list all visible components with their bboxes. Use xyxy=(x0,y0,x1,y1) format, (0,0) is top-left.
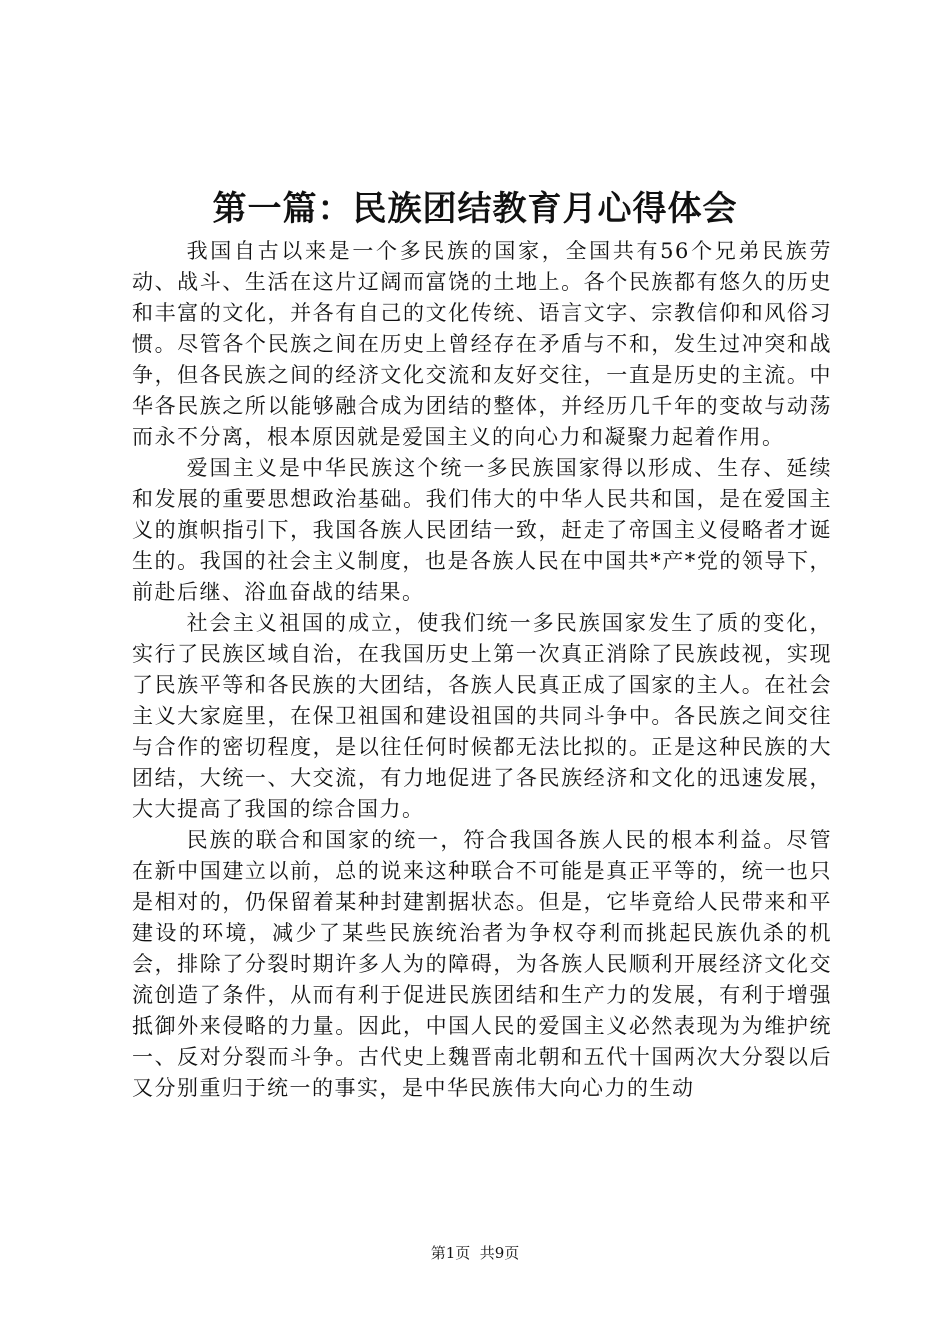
paragraph-3: 社会主义祖国的成立，使我们统一多民族国家发生了质的变化，实行了民族区域自治，在我国历史上第一次真正消除了民族歧视，实现了民族平等和各民族的大团结，各族人民真正成了国家的主人。在社会主义大家庭里，在保卫祖国和建设祖国的共同斗争中。各民族之间交往与合作的密切程度，是以往任何时候都无法比拟的。正是这种民族的大团结，大统一、大交流，有力地促进了各民族经济和文化的迅速发展，大大提高了我国的综合国力。 xyxy=(132,611,832,821)
page-number-label: 第1页 共9页 xyxy=(430,1244,520,1262)
paragraph-4: 民族的联合和国家的统一，符合我国各族人民的根本利益。尽管在新中国建立以前，总的说来这种联合不可能是真正平等的，统一也只是相对的，仍保留着某种封建割据状态。但是，它毕竟给人民带来和平建设的环境，减少了某些民族统治者为争权夺利而挑起民族仇杀的机会，排除了分裂时期许多人为的障碍，为各族人民顺利开展经济文化交流创造了条件，从而有利于促进民族团结和生产力的发展，有利于增强抵御外来侵略的力量。因此，中国人民的爱国主义必然表现为为维护统一、反对分裂而斗争。古代史上魏晋南北朝和五代十国两次大分裂以后又分别重归于统一的事实，是中华民族伟大向心力的生动 xyxy=(132,828,832,1100)
page-footer xyxy=(0,1243,950,1263)
document-body xyxy=(132,236,832,1104)
paragraph-2: 爱国主义是中华民族这个统一多民族国家得以形成、生存、延续和发展的重要思想政治基础。我们伟大的中华人民共和国，是在爱国主义的旗帜指引下，我国各族人民团结一致，赶走了帝国主义侵略者才诞生的。我国的社会主义制度，也是各族人民在中国共*产*党的领导下，前赴后继、浴血奋战的结果。 xyxy=(132,456,832,604)
paragraph-1: 我国自古以来是一个多民族的国家，全国共有56个兄弟民族劳动、战斗、生活在这片辽阔而富饶的土地上。各个民族都有悠久的历史和丰富的文化，并各有自己的文化传统、语言文字、宗教信仰和风俗习惯。尽管各个民族之间在历史上曾经存在矛盾与不和，发生过冲突和战争，但各民族之间的经济文化交流和友好交往，一直是历史的主流。中华各民族之所以能够融合成为团结的整体，并经历几千年的变故与动荡而永不分离，根本原因就是爱国主义的向心力和凝聚力起着作用。 xyxy=(132,239,832,449)
document-title: 第一篇：民族团结教育月心得体会 xyxy=(212,189,738,229)
